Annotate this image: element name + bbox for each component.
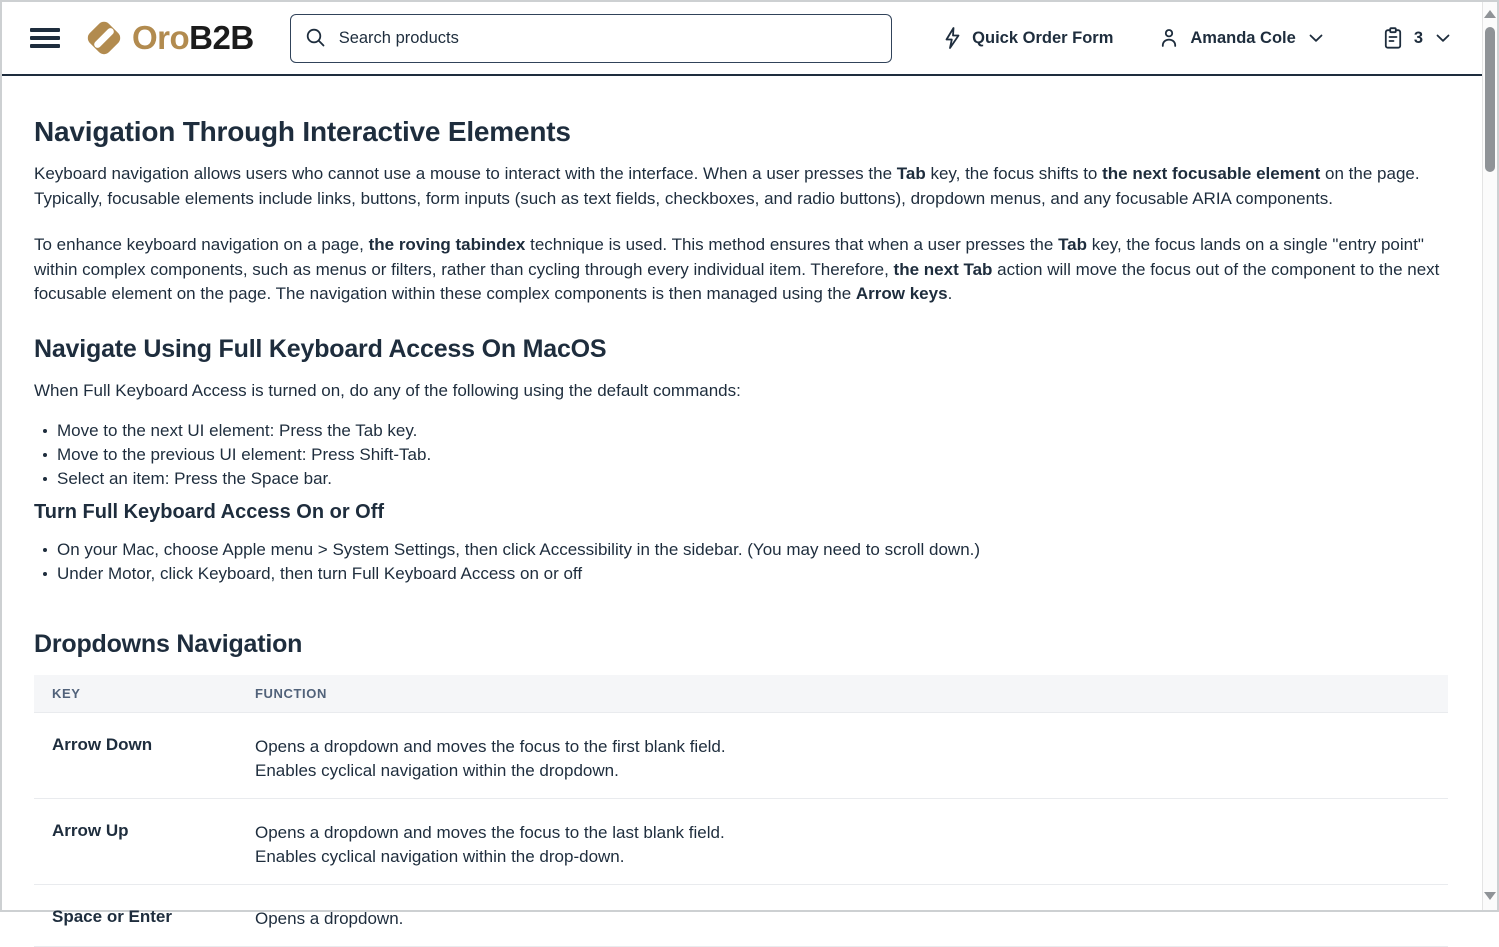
scroll-down-arrow-icon[interactable]: [1484, 892, 1496, 900]
list-item: Under Motor, click Keyboard, then turn Full Keyboard Access on or off: [34, 562, 1448, 586]
table-header-row: [34, 675, 1448, 713]
chevron-down-icon: [1436, 34, 1450, 43]
search-box[interactable]: [290, 14, 892, 63]
table-row: [34, 799, 1448, 885]
list-item: Move to the next UI element: Press the Tab key.: [34, 419, 1448, 443]
search-input[interactable]: [339, 29, 877, 48]
function-line: Enables cyclical navigation within the drop-down.: [255, 845, 1448, 869]
list-item: Select an item: Press the Space bar.: [34, 467, 1448, 491]
lightning-icon: [941, 26, 963, 50]
scroll-up-arrow-icon[interactable]: [1484, 10, 1496, 18]
table-row: [34, 713, 1448, 799]
function-line: Enables cyclical navigation within the dropdown.: [255, 759, 1448, 783]
shopping-list-menu[interactable]: [1381, 26, 1450, 51]
column-header-function: FUNCTION: [255, 675, 1448, 713]
function-cell: [255, 713, 1448, 799]
top-navigation-bar: [2, 2, 1482, 76]
page-content: [2, 116, 1482, 947]
logo[interactable]: [82, 16, 254, 60]
dropdown-keys-table: [34, 675, 1448, 947]
quick-order-label: Quick Order Form: [972, 29, 1113, 48]
column-header-key: KEY: [34, 675, 255, 713]
list-item: On your Mac, choose Apple menu > System Settings, then click Accessibility in the sidebar. (You may need to scroll down.): [34, 538, 1448, 562]
menu-icon[interactable]: [30, 28, 60, 48]
roving-tabindex-paragraph: To enhance keyboard navigation on a page, the roving tabindex technique is used. This method ensures that when a user presses the Tab key, the focus lands on a single "entry point" within complex components, such as menus or filters, rather than cycling through every individual item. Therefore, the next Tab action will move the focus out of the component to the next focusable element on the page. The navigation within these complex components is then managed using the Arrow keys.: [34, 233, 1448, 307]
user-menu[interactable]: [1157, 26, 1322, 50]
logo-wordmark: OroB2B: [132, 19, 254, 57]
intro-paragraph: Keyboard navigation allows users who cannot use a mouse to interact with the interface. When a user presses the Tab key, the focus shifts to the next focusable element on the page. Typically, focusable elements include links, buttons, form inputs (such as text fields, checkboxes, and radio buttons), dropdown menus, and any focusable ARIA components.: [34, 162, 1448, 211]
clipboard-icon: [1381, 26, 1405, 51]
shopping-list-count: 3: [1414, 29, 1423, 48]
function-line: Opens a dropdown and moves the focus to the first blank field.: [255, 735, 1448, 759]
function-cell: [255, 799, 1448, 885]
scrollbar-thumb[interactable]: [1485, 27, 1495, 172]
browser-viewport: [2, 2, 1482, 910]
function-line: Opens a dropdown and moves the focus to the last blank field.: [255, 821, 1448, 845]
toggle-instructions-list: [34, 538, 1448, 586]
key-cell: Arrow Down: [34, 713, 255, 799]
search-icon: [305, 27, 327, 49]
key-cell: Space or Enter: [34, 885, 255, 947]
user-name: Amanda Cole: [1190, 29, 1295, 48]
user-icon: [1157, 26, 1181, 50]
chevron-down-icon: [1309, 34, 1323, 43]
subsection-heading-toggle: Turn Full Keyboard Access On or Off: [34, 501, 1448, 524]
page-title: Navigation Through Interactive Elements: [34, 116, 1448, 148]
logo-diamond-icon: [82, 16, 126, 60]
header-actions: [941, 26, 1450, 51]
macos-lead-text: When Full Keyboard Access is turned on, do any of the following using the default commands:: [34, 379, 1448, 403]
list-item: Move to the previous UI element: Press Shift-Tab.: [34, 443, 1448, 467]
function-line: Opens a dropdown.: [255, 907, 1448, 931]
section-heading-macos: Navigate Using Full Keyboard Access On MacOS: [34, 335, 1448, 364]
section-heading-dropdowns: Dropdowns Navigation: [34, 630, 1448, 659]
quick-order-form-button[interactable]: [941, 26, 1113, 50]
function-cell: [255, 885, 1448, 947]
table-row: [34, 885, 1448, 947]
macos-commands-list: [34, 419, 1448, 491]
key-cell: Arrow Up: [34, 799, 255, 885]
vertical-scrollbar[interactable]: [1482, 2, 1497, 910]
